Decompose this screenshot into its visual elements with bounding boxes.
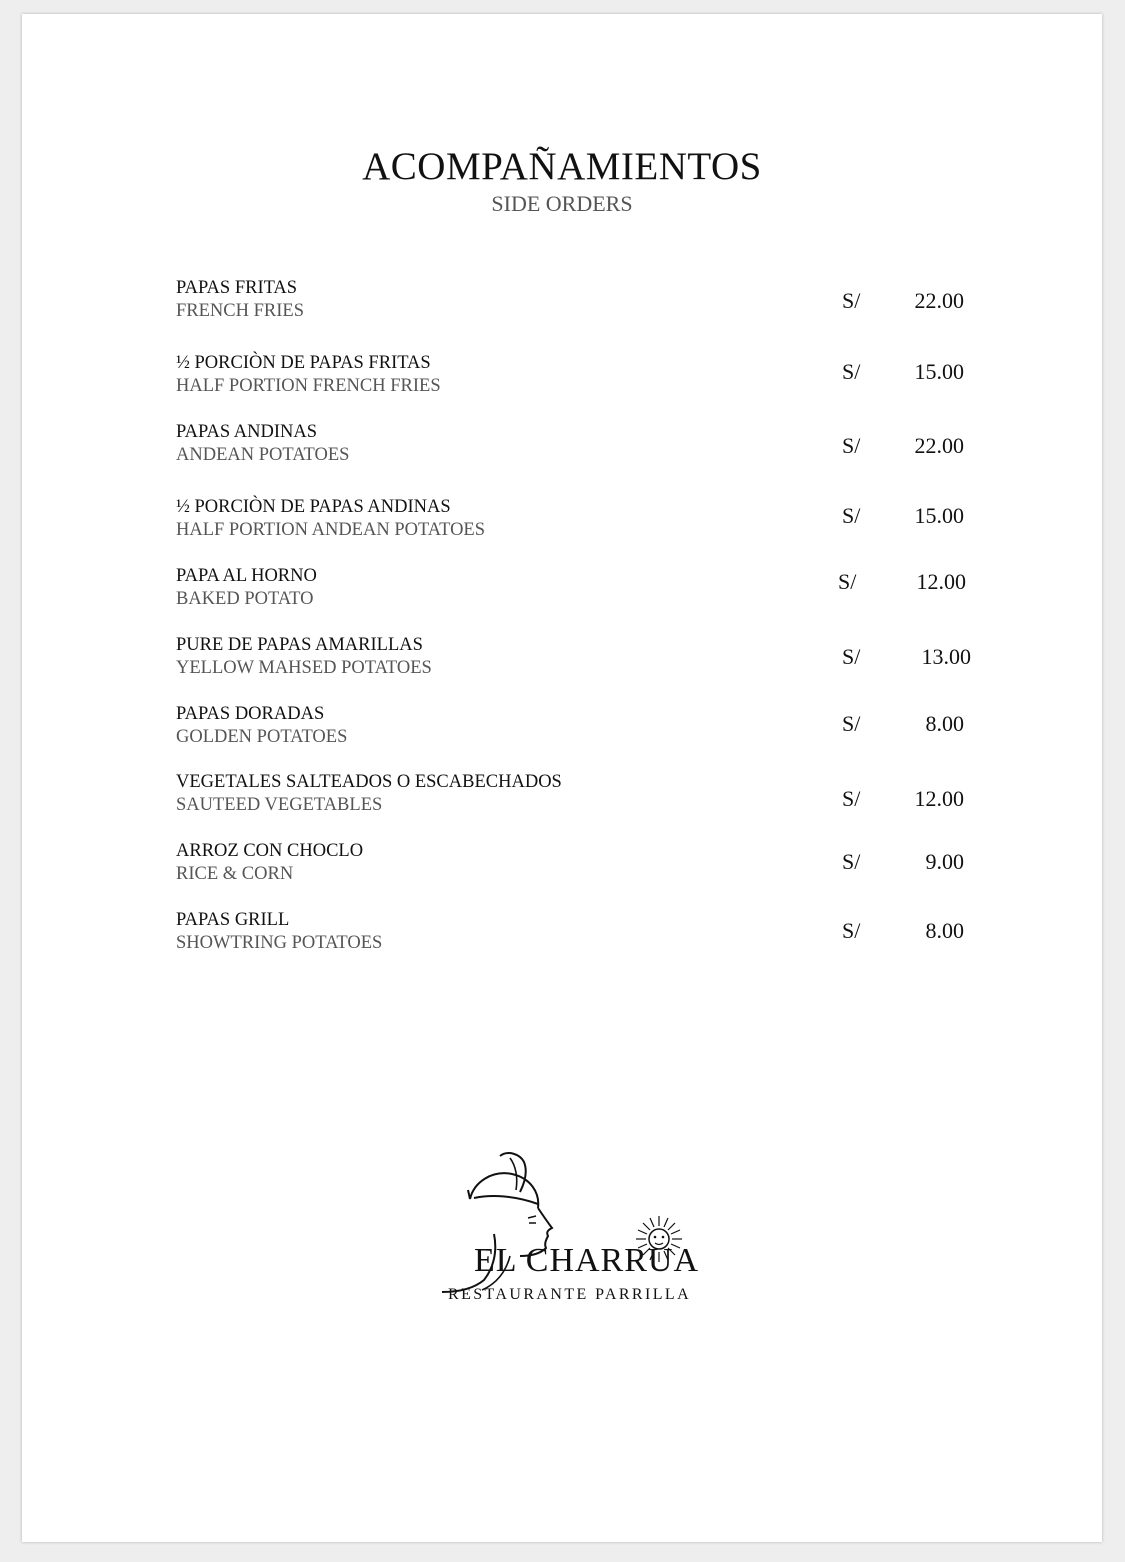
page-title: ACOMPAÑAMIENTOS bbox=[362, 145, 762, 188]
item-name-english: GOLDEN POTATOES bbox=[176, 727, 348, 747]
item-currency: S/ bbox=[842, 433, 861, 458]
menu-item bbox=[176, 635, 976, 685]
menu-page bbox=[22, 14, 1102, 1542]
item-name-english: BAKED POTATO bbox=[176, 589, 314, 609]
item-name: PURE DE PAPAS AMARILLAS bbox=[176, 635, 423, 655]
item-price: 8.00 bbox=[925, 711, 964, 736]
item-currency: S/ bbox=[838, 569, 857, 594]
page-subtitle: SIDE ORDERS bbox=[491, 191, 633, 216]
menu-item bbox=[176, 353, 976, 403]
item-price: 9.00 bbox=[925, 849, 964, 874]
logo-title: EL CHARRUA bbox=[474, 1242, 700, 1279]
item-currency: S/ bbox=[842, 288, 861, 313]
item-price: 12.00 bbox=[916, 569, 966, 594]
item-price: 22.00 bbox=[914, 433, 964, 458]
item-currency: S/ bbox=[842, 786, 861, 811]
item-name-english: RICE & CORN bbox=[176, 864, 294, 884]
item-currency: S/ bbox=[842, 849, 861, 874]
item-name-english: SAUTEED VEGETABLES bbox=[176, 795, 383, 815]
item-name: VEGETALES SALTEADOS O ESCABECHADOS bbox=[176, 772, 562, 792]
menu-item bbox=[176, 278, 976, 328]
item-name: ARROZ CON CHOCLO bbox=[176, 841, 364, 861]
menu-item bbox=[176, 910, 976, 960]
item-name: PAPAS ANDINAS bbox=[176, 422, 318, 442]
logo-subtitle: RESTAURANTE PARRILLA bbox=[448, 1286, 692, 1303]
item-name: PAPAS DORADAS bbox=[176, 704, 325, 724]
item-currency: S/ bbox=[842, 503, 861, 528]
item-name-english: FRENCH FRIES bbox=[176, 301, 304, 321]
restaurant-logo bbox=[412, 1144, 712, 1314]
item-name-english: HALF PORTION ANDEAN POTATOES bbox=[176, 520, 486, 540]
item-name: PAPA AL HORNO bbox=[176, 566, 317, 586]
item-name-english: YELLOW MAHSED POTATOES bbox=[176, 658, 432, 678]
item-price: 15.00 bbox=[914, 359, 964, 384]
item-name: ½ PORCIÒN DE PAPAS FRITAS bbox=[176, 353, 431, 373]
item-name-english: ANDEAN POTATOES bbox=[176, 445, 350, 465]
item-name: PAPAS GRILL bbox=[176, 910, 290, 930]
item-currency: S/ bbox=[842, 359, 861, 384]
menu-item bbox=[176, 497, 976, 547]
menu-item bbox=[176, 841, 976, 891]
item-price: 13.00 bbox=[921, 644, 971, 669]
menu-item bbox=[176, 704, 976, 754]
menu-item bbox=[176, 566, 976, 616]
item-currency: S/ bbox=[842, 918, 861, 943]
item-currency: S/ bbox=[842, 644, 861, 669]
item-name-english: SHOWTRING POTATOES bbox=[176, 933, 383, 953]
item-name: ½ PORCIÒN DE PAPAS ANDINAS bbox=[176, 497, 451, 517]
item-price: 22.00 bbox=[914, 288, 964, 313]
item-price: 8.00 bbox=[925, 918, 964, 943]
menu-item bbox=[176, 772, 976, 822]
item-name: PAPAS FRITAS bbox=[176, 278, 298, 298]
item-name-english: HALF PORTION FRENCH FRIES bbox=[176, 376, 441, 396]
item-price: 15.00 bbox=[914, 503, 964, 528]
item-currency: S/ bbox=[842, 711, 861, 736]
menu-item bbox=[176, 422, 976, 472]
item-price: 12.00 bbox=[914, 786, 964, 811]
